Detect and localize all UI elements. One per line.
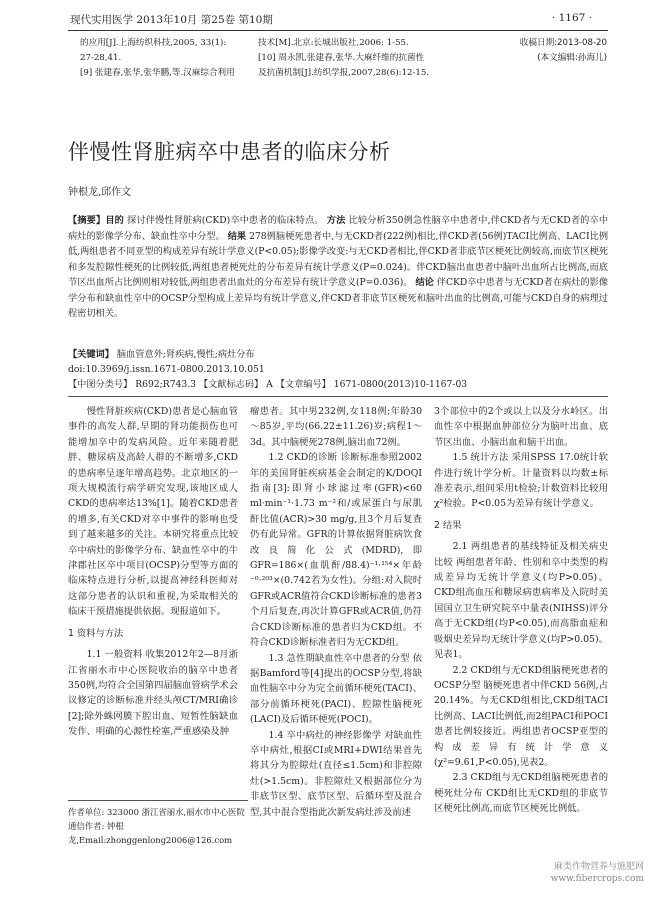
reference-line: 的应用[J].上海纺织科技,2005, 33(1):	[80, 38, 227, 48]
classification-line: 【中图分类号】 R692;R743.3 【文献标志码】 A 【文章编号】 1671-0800(2013)10-1167-03	[68, 379, 468, 390]
paragraph: 1.1 一般资料 收集2012年2—8月浙江省丽水市中心医院收治的脑卒中患者350例,均符合全国第四届脑血管病学术会议修定的诊断标准并经头颅CT/MRI确诊[2];除外蛛网膜下腔出血、短暂性脑缺血发作、明确的心源性栓塞,严重感染及肿	[68, 649, 238, 738]
intro-paragraph: 慢性肾脏疾病(CKD)患者是心脑血管事件的高发人群,早期的肾功能损伤也可能增加卒中的发病风险。近年来随着肥胖、糖尿病及高龄人群的不断增多,CKD的患病率呈逐年增高趋势。北京地区的一项大规模流行病学研究发现,该地区成人CKD的患病率达13%[1]。随着CKD患者的增多,有关CKD对卒中事件的影响也受到了越来越多的关注。本研究将重点比较卒中病灶的影像学分布、缺血性卒中的牛津郡社区卒中项目(OCSP)分型等方面的临床特点进行分析,以提高神经科医师对这部分患者的认识和重视,为采取相关的临床干预措施提供依据。现报道如下。	[68, 406, 238, 618]
reference-list-middle	[258, 36, 478, 81]
abstract-label: 【摘要】目的	[68, 215, 125, 226]
paragraph: 3个部位中的2个或以上以及分水岭区。出血性卒中根据血肿部位分为脑叶出血、底节区出血、小脑出血和脑干出血。	[434, 406, 608, 448]
footnote	[68, 805, 248, 847]
paragraph: 2.1 两组患者的基线特征及相关病史比较 两组患者年龄、性别和卒中类型的构成差异均无统计学意义(均P>0.05)。CKD组高血压和糖尿病患病率及入院时美国国立卫生研究院卒中量表(NIHSS)评分高于无CKD组(均P<0.05),而高脂血症和吸烟史差异均无统计学意义(均P>0.05)。见表1。	[434, 541, 608, 661]
reference-list-left	[80, 36, 280, 81]
column-2	[250, 404, 422, 874]
received-date: 收稿日期:2013-08-20	[519, 38, 607, 48]
conclusion-label: 结论	[415, 277, 434, 288]
reference-line: 及抗菌机制[J].纺织学报,2007,28(6):12-15.	[258, 68, 430, 78]
reference-line: 技术[M].北京:长城出版社,2006: 1-55.	[258, 38, 409, 48]
article-title: 伴慢性肾脏病卒中患者的临床分析	[68, 140, 391, 164]
running-header	[70, 12, 592, 27]
page-number: · 1167 ·	[551, 12, 592, 24]
section-heading: 2 结果	[434, 519, 462, 531]
watermark-url: www.fibercrops.com	[550, 874, 644, 884]
watermark-line: 麻类作物营养与施肥网	[553, 862, 644, 872]
result-label: 结果	[227, 230, 247, 242]
reference-line: [9] 张建春,张华,张华鹏,等.汉麻综合利用	[80, 68, 235, 78]
journal-info: 现代实用医学 2013年10月 第25卷 第10期	[70, 14, 273, 26]
reference-line: [10] 周永凯,张建春,张华.大麻纤维的抗菌性	[258, 53, 425, 63]
paragraph: 1.3 急性期缺血性卒中患者的分型 依据Bamford等[4]提出的OCSP分型,将缺血性脑卒中分为完全前循环梗死(TACI)、部分前循环梗死(PACI)、腔隙性脑梗死(LACI)及后循环梗死(POCI)。	[250, 652, 422, 726]
paragraph: 2.3 CKD组与无CKD组脑梗死患者的梗死灶分布 CKD组比无CKD组的非底节区梗死比例高,而底节区梗死比例低。	[434, 772, 608, 815]
column-1	[68, 404, 238, 794]
corresponding-author: 通信作者: 钟根龙,Email:zhonggenlong2006@126.com	[68, 821, 233, 845]
authors: 钟根龙,邱作文	[68, 187, 132, 198]
method-label: 方法	[326, 215, 346, 226]
section-heading: 1 资料与方法	[68, 627, 124, 639]
paragraph: 2.2 CKD组与无CKD组脑梗死患者的OCSP分型 脑梗死患者中伴CKD 56例,占20.14%。与无CKD组相比,CKD组TACI比例高、LACI比例低,而2组PACI和POCI患者比例较接近。两组患者OCSP亚型的构成差异有统计学意义(χ²=9.61,P<0.05),见表2。	[434, 664, 608, 768]
header-rule	[68, 30, 608, 31]
doi: doi:10.3969/j.issn.1671-0800.2013.10.051	[68, 364, 265, 375]
keywords	[68, 347, 255, 362]
author-unit: 作者单位: 323000 浙江省丽水,丽水市中心医院	[68, 807, 245, 817]
abstract-method: 比较分析350例急性脑卒中患者中,伴CKD者与无CKD者的卒中病灶的影像学分布、缺血性卒中分型。	[68, 215, 609, 242]
footnote-rule	[68, 800, 248, 801]
abstract	[68, 213, 608, 322]
section-rule	[68, 396, 608, 397]
column-3	[434, 404, 608, 874]
reference-line: 27-28,41.	[80, 53, 122, 63]
paragraph: 1.4 卒中病灶的神经影像学 对缺血性卒中病灶,根据CI或MRI+DWI结果首先将其分为腔隙灶(直径≤1.5cm)和非腔隙灶(>1.5cm)。非腔隙灶又根据部位分为非底节区型、底节区型、后循环型及混合型,其中混合型指此次新发病灶涉及前述	[250, 729, 422, 818]
paragraph: 瘤患者。其中男232例,女118例;年龄30～85岁,平均(66.22±11.26)岁;病程1～3d。其中脑梗死278例,脑出血72例。	[250, 406, 422, 448]
keywords-label: 【关键词】	[68, 349, 114, 360]
editor-note: (本文编辑:孙海儿)	[537, 53, 607, 63]
abstract-conclusion: 伴CKD卒中患者与无CKD者在病灶的影像学分布和缺血性卒中的OCSP分型构成上差异均有统计学意义,伴CKD者非底节区梗死和脑叶出血的比例高,可能与CKD自身的病理过程密切相关。	[68, 277, 609, 319]
paragraph: 1.2 CKD的诊断 诊断标准参照2002年的美国肾脏疾病基金会制定的K/DOQI指南[3]:即肾小球滤过率(GFR)<60 ml·min⁻¹·1.73 m⁻²和/或尿蛋白与尿肌酐比值(ACR)>30 mg/g,且3个月后复查仍有此异常。GFR的计算依据肾脏病饮食改良简化公式(MDRD),即GFR=186×(血肌酐/88.4)⁻¹·¹⁵⁴×年龄⁻⁰·²⁰³×(0.742若为女性)。分组:对入院时GFR或ACR值符合CKD诊断标准的患者3个月后复查,再次计算GFR或ACR值,仍符合CKD诊断标准的患者归为CKD组。不符合CKD诊断标准者归为无CKD组。	[250, 452, 422, 649]
received-info	[492, 36, 607, 66]
paragraph: 1.5 统计方法 采用SPSS 17.0统计软件进行统计学分析。计量资料以均数±标准差表示,组间采用t检验;计数资料比较用χ²检验。P<0.05为差异有统计学意义。	[434, 452, 608, 510]
keywords-text: 脑血管意外;肾疾病,慢性;病灶分布	[116, 349, 255, 360]
abstract-objective: 探讨伴慢性肾脏病(CKD)卒中患者的临床特点。	[127, 215, 324, 226]
watermark	[551, 861, 644, 885]
abstract-result: 278例脑梗死患者中,与无CKD者(222例)相比,伴CKD者(56例)TACI比例高、LACI比例低,两组患者不同亚型的构成差异有统计学意义(P<0.05);影像学改变:与无CKD者相比,伴CKD者非底节区梗死比例较高,而底节区梗死和多发腔隙性梗死的比例较低,两组患者梗死灶的分布差异有统计学意义(P=0.024)。伴CKD脑出血患者中脑叶出血所占比例高,而底节区出血所占比例则相对较低,两组患者出血灶的分布差异有统计学意义(P=0.036)。	[68, 230, 609, 288]
